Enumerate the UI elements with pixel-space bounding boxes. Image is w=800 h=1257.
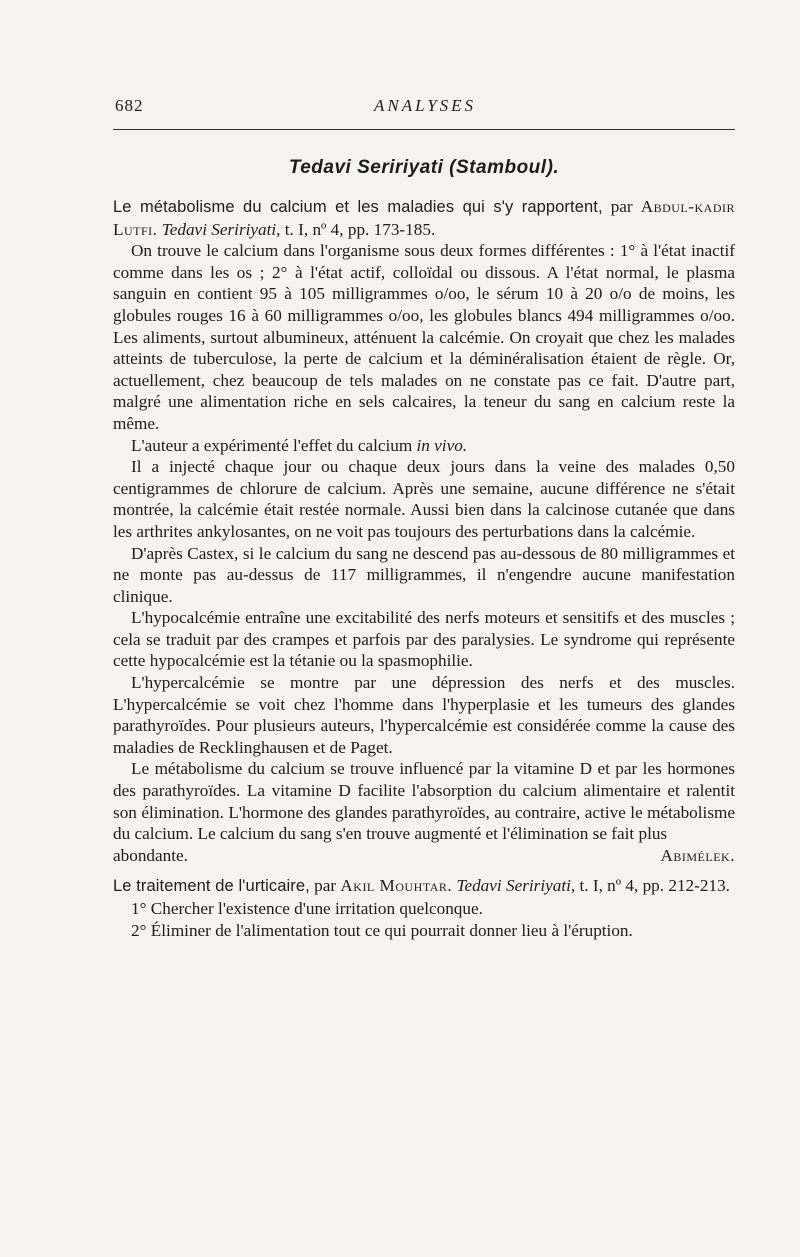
page-number: 682	[115, 96, 144, 115]
article2-item: 1° Chercher l'existence d'une irritation quelconque.	[131, 899, 483, 918]
article2-title: Le traitement de l'urticaire,	[113, 877, 310, 896]
article1-last-words: abondante.	[113, 845, 188, 865]
article1-ref: t. I, nº 4, pp. 173-185.	[284, 219, 436, 239]
article1-paragraph: Il a injecté chaque jour ou chaque deux jours dans la veine des malades 0,50 centigrammes de chlorure de calcium. Après une semaine, aucune différence ne s'était montrée, la calcémie était restée normale. Aussi bien dans la calcinose cutanée que dans les arthrites ankylosantes, on ne voit pas toujours des perturbations dans la calcémie.	[113, 457, 735, 541]
article1-journal: Tedavi Seririyati,	[161, 219, 281, 239]
article-body	[113, 196, 735, 941]
article2-item: 2° Éliminer de l'alimentation tout ce qui pourrait donner lieu à l'éruption.	[131, 920, 633, 940]
article2-journal: Tedavi Seririyati,	[456, 876, 576, 896]
article1-paragraph: L'hypocalcémie entraîne une excitabilité des nerfs moteurs et sensitifs et des muscles ; cela se traduit par des crampes et parfois par des paralysies. Le syndrome qui représente cette hypocalcémie est la tétanie ou la spasmophilie.	[113, 608, 735, 671]
journal-heading: Tedavi Seririyati (Stamboul).	[288, 157, 560, 178]
article1-citation	[113, 196, 735, 240]
article1-paragraph: Le métabolisme du calcium se trouve influencé par la vitamine D et par les hormones des parathyroïdes. La vitamine D facilite l'absorption du calcium alimentaire et ralentit son élimination. L'hormone des glandes parathyroïdes, au contraire, active le métabolisme du calcium. Le calcium du sang s'en trouve augmenté et l'élimination se fait plus	[113, 759, 735, 844]
article1-closing-line	[113, 845, 735, 867]
article2-citation	[113, 875, 735, 898]
page-header	[115, 96, 735, 120]
article2-ref: t. I, nº 4, pp. 212-213.	[579, 876, 730, 896]
article-separator	[113, 866, 735, 875]
reviewer-signature: Abimélek.	[660, 845, 735, 865]
article2-author: Akil Mouhtar.	[340, 876, 453, 896]
running-title: ANALYSES	[373, 96, 477, 115]
article1-title: Le métabolisme du calcium et les maladies qui s'y rapportent,	[113, 198, 603, 216]
article1-paragraph	[113, 435, 735, 457]
article1-author: Abdul-kadir Lutfi.	[113, 197, 735, 239]
article1-paragraph: D'après Castex, si le calcium du sang ne descend pas au-dessous de 80 milligrammes et ne monte pas au-dessus de 117 milligrammes, il n'engendre aucune manifestation clinique.	[113, 543, 735, 606]
article1-by: par	[610, 197, 633, 216]
article1-paragraph: L'hypercalcémie se montre par une dépression des nerfs et des muscles. L'hypercalcémie se voit chez l'homme dans l'hyperplasie et les tumeurs des glandes parathyroïdes. Pour plusieurs auteurs, l'hypercalcémie est considérée comme la cause des maladies de Recklinghausen et de Paget.	[113, 673, 735, 757]
article1-paragraph-text: L'auteur a expérimenté l'effet du calcium	[131, 435, 413, 455]
article2-by: par	[314, 876, 337, 896]
article1-paragraph: On trouve le calcium dans l'organisme sous deux formes différentes : 1° à l'état inactif comme dans les os ; 2° à l'état actif, colloïdal ou dissous. A l'état normal, le plasma sanguin en contient 95 à 105 milligrammes o/oo, le sérum 10 à 20 o/o de moins, les globules rouges 16 à 60 milligrammes o/oo, les globules blancs 494 milligrammes o/oo. Les aliments, surtout albumineux, atténuent la calcémie. On croyait que chez les malades atteints de tuberculose, la perte de calcium et la déminéralisation étaient de règle. Or, actuellement, chez beaucoup de tels malades on ne constate pas ce fait. D'autre part, malgré une alimentation riche en sels calcaires, la teneur du sang en calcium reste la même.	[113, 241, 735, 433]
in-vivo-text: in vivo.	[416, 435, 468, 455]
header-rule	[113, 129, 735, 130]
